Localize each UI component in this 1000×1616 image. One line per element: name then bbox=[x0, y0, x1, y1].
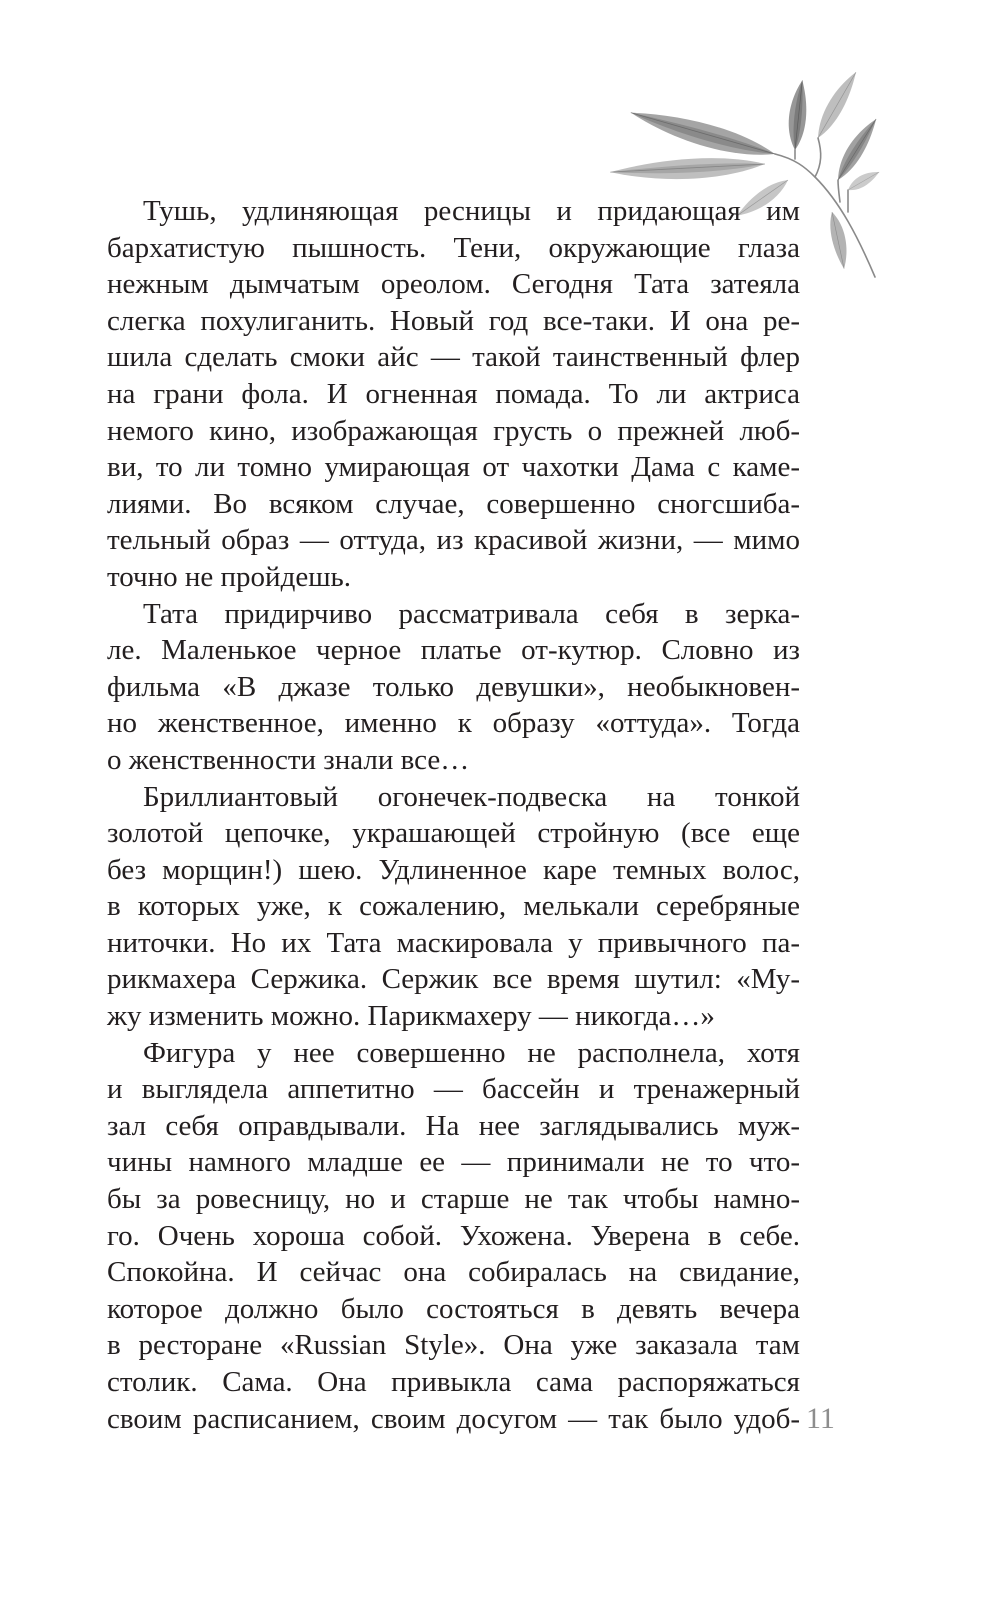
text-line: которое должно было состояться в девять вечера bbox=[107, 1292, 800, 1325]
text-line: без морщин!) шею. Удлиненное каре темных волос, bbox=[107, 853, 800, 886]
text-line: золотой цепочке, украшающей стройную (все еще bbox=[107, 817, 800, 850]
text-line: зал себя оправдывали. На нее заглядывались муж- bbox=[107, 1109, 800, 1142]
text-line: ниточки. Но их Тата маскировала у привычного па- bbox=[107, 926, 800, 959]
text-line: фильма «В джазе только девушки», необыкновен- bbox=[107, 670, 800, 703]
text-line: тельный образ — оттуда, из красивой жизни, — мимо bbox=[107, 524, 800, 557]
paragraph bbox=[107, 1035, 800, 1438]
text-line: но женственное, именно к образу «оттуда». Тогда bbox=[107, 707, 800, 740]
text-line: о женственности знали все… bbox=[107, 743, 470, 776]
text-line: своим расписанием, своим досугом — так было удоб- bbox=[107, 1402, 800, 1435]
paragraph bbox=[107, 779, 800, 1035]
text-line: точно не пройдешь. bbox=[107, 560, 352, 593]
paragraph bbox=[107, 596, 800, 779]
text-line: Бриллиантовый огонечек-подвеска на тонкой bbox=[143, 780, 800, 813]
text-line: и выглядела аппетитно — бассейн и тренажерный bbox=[107, 1073, 800, 1106]
text-line: немого кино, изображающая грусть о прежней люб- bbox=[107, 414, 800, 447]
text-line: Спокойна. И сейчас она собиралась на свидание, bbox=[107, 1256, 800, 1289]
text-line: в которых уже, к сожалению, мелькали серебряные bbox=[107, 890, 800, 923]
leaf bbox=[627, 103, 777, 166]
text-line: чины намного младше ее — принимали не то что- bbox=[107, 1146, 800, 1179]
text-line: го. Очень хороша собой. Ухожена. Уверена в себе. bbox=[107, 1219, 800, 1252]
text-line: жу изменить можно. Парикмахеру — никогда…» bbox=[107, 1000, 715, 1033]
text-line: на грани фола. И огненная помада. То ли актриса bbox=[107, 377, 800, 410]
text-line: рикмахера Сержика. Сержик все время шутил: «Му- bbox=[107, 963, 800, 996]
paragraph bbox=[107, 193, 800, 596]
leaf bbox=[811, 68, 862, 141]
leaf bbox=[845, 167, 882, 194]
text-line: бархатистую пышность. Тени, окружающие глаза bbox=[107, 231, 800, 264]
text-line: нежным дымчатым ореолом. Сегодня Тата затеяла bbox=[107, 268, 800, 301]
text-line: столик. Сама. Она привыкла сама распоряжаться bbox=[107, 1366, 800, 1398]
text-line: шила сделать смоки айс — такой таинственный флер bbox=[107, 341, 800, 374]
text-line: Тушь, удлиняющая ресницы и придающая им bbox=[143, 195, 800, 227]
page-number: 11 bbox=[806, 1402, 835, 1435]
text-line: бы за ровесницу, но и старше не так чтобы намно- bbox=[107, 1183, 800, 1216]
leaf bbox=[786, 79, 810, 150]
text-line: ле. Маленькое черное платье от-кутюр. Словно из bbox=[107, 634, 800, 667]
leaf bbox=[610, 155, 766, 183]
text-line: слегка похулиганить. Новый год все-таки. И она ре- bbox=[107, 304, 800, 337]
text-line: ви, то ли томно умирающая от чахотки Дама с каме- bbox=[107, 451, 800, 484]
text-line: лиями. Во всяком случае, совершенно сногсшиба- bbox=[107, 487, 800, 520]
text-line: Фигура у нее совершенно не располнела, хотя bbox=[143, 1036, 800, 1069]
text-line: в ресторане «Russian Style». Она уже заказала там bbox=[107, 1329, 800, 1362]
text-line: Тата придирчиво рассматривала себя в зерка- bbox=[143, 597, 800, 630]
body-text bbox=[107, 193, 800, 1437]
